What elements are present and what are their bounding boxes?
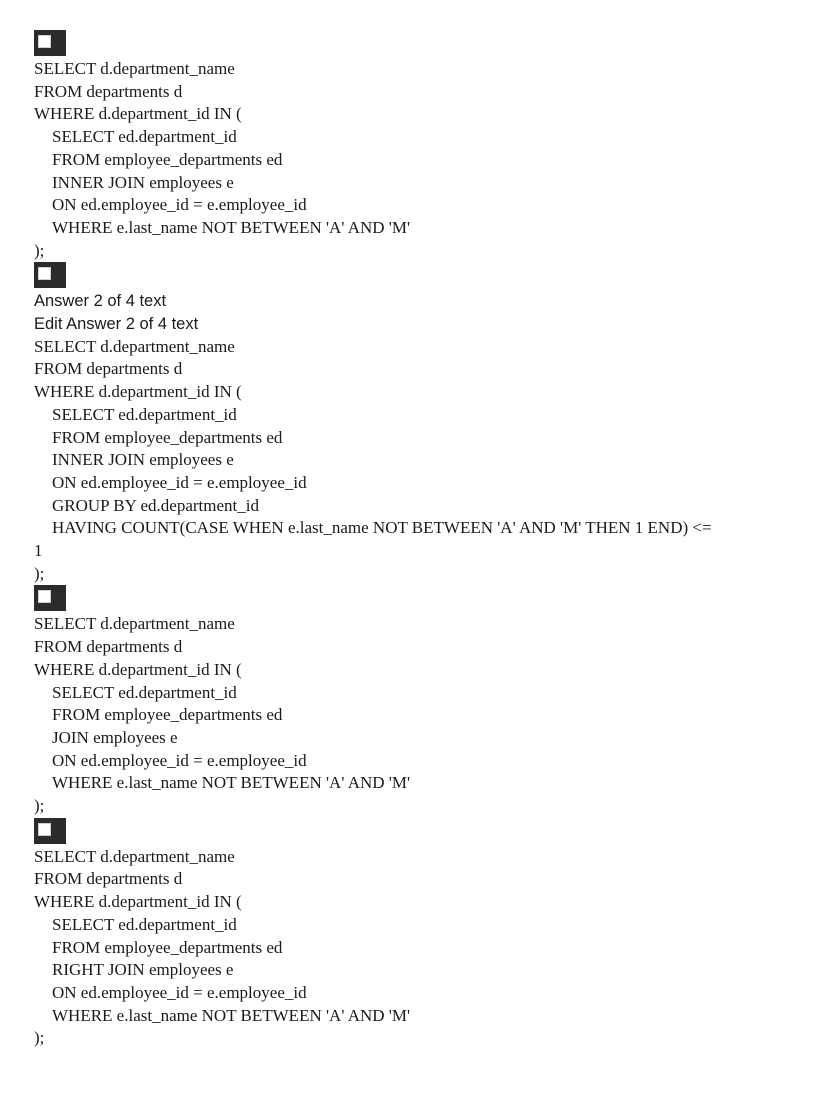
code-line: WHERE e.last_name NOT BETWEEN 'A' AND 'M' xyxy=(52,1005,411,1025)
checkbox-icon xyxy=(38,267,51,280)
answer-label-text: Answer 2 of 4 text xyxy=(34,292,167,311)
code-line: 1 xyxy=(34,541,43,561)
code-line: RIGHT JOIN employees e xyxy=(52,960,234,980)
answer-checkbox-2[interactable] xyxy=(34,262,66,288)
code-line: ON ed.employee_id = e.employee_id xyxy=(52,750,307,770)
code-line: ON ed.employee_id = e.employee_id xyxy=(52,982,307,1002)
code-line: SELECT d.department_name xyxy=(34,59,235,78)
code-line: FROM departments d xyxy=(34,81,183,101)
checkbox-icon xyxy=(38,823,51,836)
answer-checkbox-1[interactable] xyxy=(34,30,66,56)
checkbox-icon xyxy=(38,35,51,48)
code-line: WHERE d.department_id IN ( xyxy=(34,382,242,402)
answer-option-2 xyxy=(34,262,804,585)
code-line: SELECT d.department_name xyxy=(34,336,235,356)
sql-code-block xyxy=(34,613,804,817)
answer-label-text: Edit Answer 2 of 4 text xyxy=(34,315,199,334)
code-line: ); xyxy=(34,1028,45,1048)
code-line: SELECT d.department_name xyxy=(34,614,235,634)
code-line: FROM employee_departments ed xyxy=(52,705,283,725)
answer-checkbox-3[interactable] xyxy=(34,585,66,611)
answer-option-1 xyxy=(34,30,804,262)
code-line: FROM employee_departments ed xyxy=(52,149,283,169)
code-line: WHERE e.last_name NOT BETWEEN 'A' AND 'M' xyxy=(52,217,411,237)
code-line: WHERE d.department_id IN ( xyxy=(34,892,242,912)
code-line: ); xyxy=(34,796,45,816)
code-line: FROM departments d xyxy=(34,359,183,379)
answer-checkbox-4[interactable] xyxy=(34,818,66,844)
answer-option-4 xyxy=(34,818,804,1050)
code-line: SELECT ed.department_id xyxy=(52,404,237,424)
sql-code-block xyxy=(34,58,804,262)
code-line: INNER JOIN employees e xyxy=(52,172,234,192)
code-line: ); xyxy=(34,563,45,583)
checkbox-icon xyxy=(38,590,51,603)
code-line: SELECT d.department_name xyxy=(34,846,235,866)
sql-code-block xyxy=(34,336,804,586)
code-line: SELECT ed.department_id xyxy=(52,127,237,147)
code-line: FROM departments d xyxy=(34,869,183,889)
answer-option-3 xyxy=(34,585,804,817)
code-line: FROM employee_departments ed xyxy=(52,427,283,447)
code-line: ); xyxy=(34,240,45,260)
code-line: HAVING COUNT(CASE WHEN e.last_name NOT BETWEEN 'A' AND 'M' THEN 1 END) <= xyxy=(52,518,712,538)
code-line: GROUP BY ed.department_id xyxy=(52,495,259,515)
code-line: INNER JOIN employees e xyxy=(52,450,234,470)
code-line: FROM employee_departments ed xyxy=(52,937,283,957)
code-line: SELECT ed.department_id xyxy=(52,682,237,702)
sql-code-block xyxy=(34,846,804,1050)
code-line: WHERE d.department_id IN ( xyxy=(34,659,242,679)
answer-list xyxy=(34,30,804,1050)
code-line: WHERE d.department_id IN ( xyxy=(34,104,242,124)
code-line: WHERE e.last_name NOT BETWEEN 'A' AND 'M' xyxy=(52,773,411,793)
code-line: JOIN employees e xyxy=(52,727,178,747)
code-line: ON ed.employee_id = e.employee_id xyxy=(52,472,307,492)
code-line: ON ed.employee_id = e.employee_id xyxy=(52,195,307,215)
code-line: FROM departments d xyxy=(34,637,183,657)
code-line: SELECT ed.department_id xyxy=(52,914,237,934)
